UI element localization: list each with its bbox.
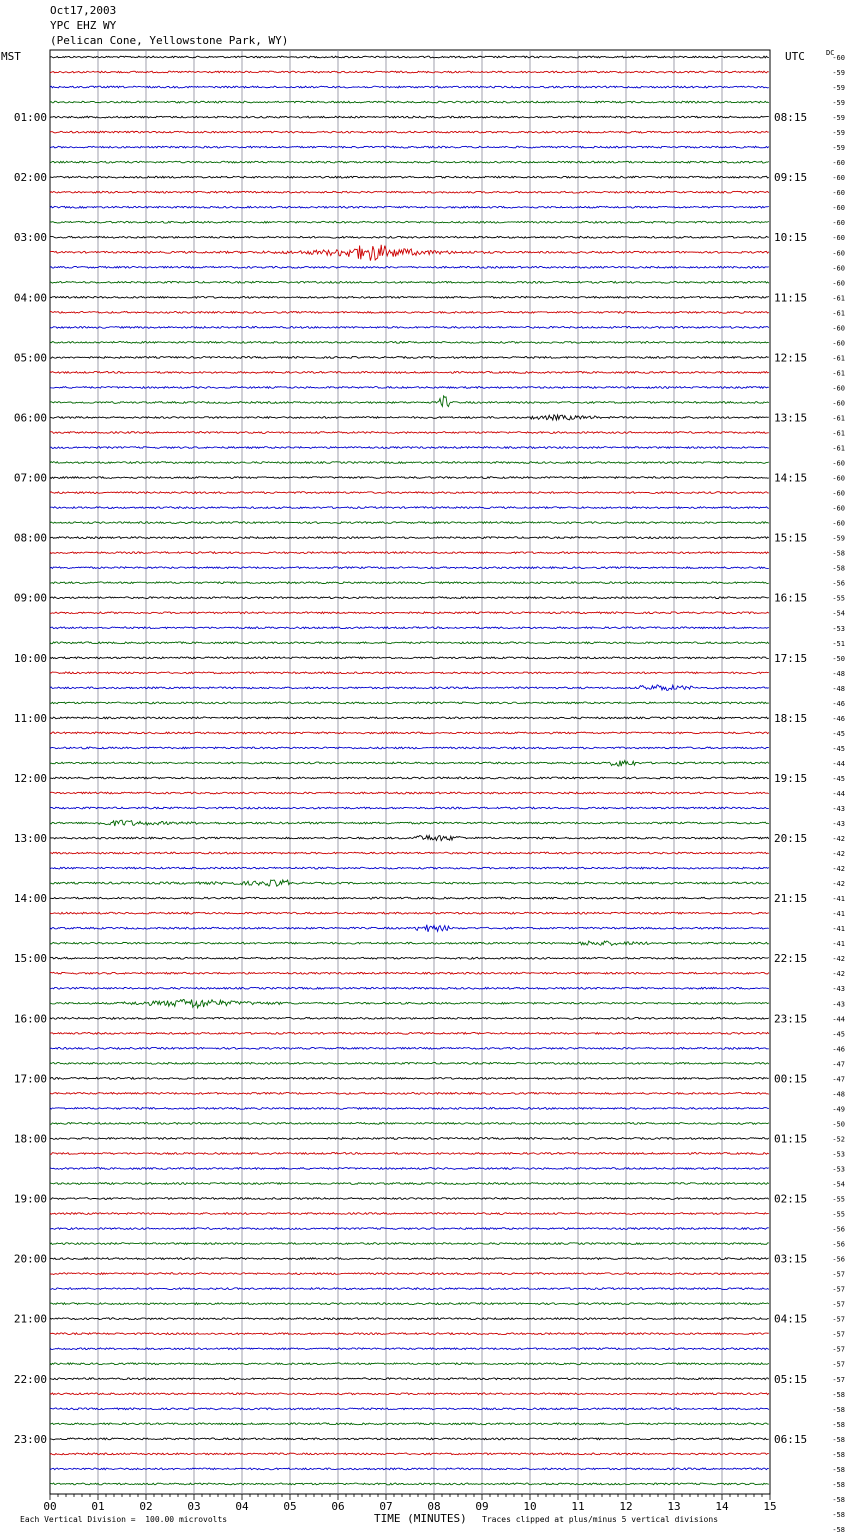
left-hour-label: 22:00 — [13, 1372, 47, 1386]
dc-offset-label: -58 — [832, 1420, 845, 1429]
right-hour-label: 05:15 — [774, 1372, 808, 1386]
left-hour-label: 02:00 — [13, 171, 47, 185]
dc-offset-label: -61 — [832, 429, 845, 438]
dc-offset-label: -57 — [832, 1285, 845, 1294]
dc-offset-label: -60 — [832, 519, 845, 528]
left-hour-label: 18:00 — [13, 1132, 47, 1146]
dc-offset-label: -49 — [832, 1105, 845, 1114]
dc-offset-label: -56 — [832, 1240, 845, 1249]
dc-offset-label: -44 — [832, 789, 845, 798]
trace-line — [50, 387, 769, 389]
trace-line — [50, 1348, 769, 1350]
right-hour-label: 16:15 — [774, 591, 808, 605]
trace-line — [50, 415, 769, 420]
left-hour-label: 23:00 — [13, 1432, 47, 1446]
dc-offset-label: -60 — [832, 204, 845, 213]
x-tick-label: 08 — [427, 1500, 441, 1513]
trace-line — [50, 1258, 769, 1260]
right-hour-label: 14:15 — [774, 471, 808, 485]
dc-offset-label: -54 — [832, 1180, 845, 1189]
dc-offset-label: -45 — [832, 1030, 845, 1039]
dc-offset-label: -58 — [832, 1480, 845, 1489]
trace-line — [50, 176, 769, 178]
trace-line — [50, 1108, 769, 1110]
trace-line — [50, 236, 769, 238]
trace-line — [50, 447, 769, 449]
right-hour-label: 06:15 — [774, 1432, 808, 1446]
dc-offset-label: -58 — [832, 1390, 845, 1399]
trace-line — [50, 131, 769, 133]
left-hour-label: 06:00 — [13, 411, 47, 425]
right-hour-label: 20:15 — [774, 832, 808, 846]
dc-offset-label: -44 — [832, 759, 845, 768]
trace-line — [50, 1303, 769, 1305]
trace-line — [50, 777, 769, 779]
station-code: YPC EHZ WY — [50, 19, 117, 32]
dc-offset-label: -58 — [832, 1405, 845, 1414]
trace-line — [50, 672, 769, 674]
dc-offset-label: -50 — [832, 1120, 845, 1129]
trace-line — [50, 1438, 769, 1440]
dc-offset-label: -57 — [832, 1345, 845, 1354]
dc-offset-label: -59 — [832, 534, 845, 543]
trace-line — [50, 116, 769, 118]
left-hour-label: 20:00 — [13, 1252, 47, 1266]
dc-offset-label: -60 — [832, 189, 845, 198]
right-hour-label: 04:15 — [774, 1312, 808, 1326]
dc-offset-label: -60 — [832, 504, 845, 513]
trace-line — [50, 1363, 769, 1365]
trace-line — [50, 56, 769, 58]
x-tick-label: 15 — [763, 1500, 777, 1513]
left-hour-label: 08:00 — [13, 531, 47, 545]
dc-offset-label: -48 — [832, 1090, 845, 1099]
dc-offset-label: -55 — [832, 1195, 845, 1204]
dc-offset-label: -47 — [832, 1075, 845, 1084]
x-tick-label: 14 — [715, 1500, 729, 1513]
dc-offset-label: -57 — [832, 1360, 845, 1369]
trace-line — [50, 311, 769, 313]
dc-offset-label: -58 — [832, 1465, 845, 1474]
dc-offset-label: -55 — [832, 594, 845, 603]
dc-offset-label: -61 — [832, 369, 845, 378]
dc-offset-label: -46 — [832, 714, 845, 723]
dc-offset-label: -48 — [832, 669, 845, 678]
dc-offset-label: -59 — [832, 99, 845, 108]
dc-offset-label: -43 — [832, 820, 845, 829]
right-hour-label: 09:15 — [774, 171, 808, 185]
dc-offset-label: -45 — [832, 729, 845, 738]
trace-line — [50, 912, 769, 914]
trace-line — [50, 567, 769, 569]
dc-offset-label: -61 — [832, 414, 845, 423]
trace-line — [50, 582, 769, 584]
x-tick-label: 04 — [235, 1500, 249, 1513]
dc-offset-label: -42 — [832, 865, 845, 874]
dc-offset-label: -60 — [832, 159, 845, 168]
trace-line — [50, 86, 769, 88]
x-tick-label: 03 — [187, 1500, 201, 1513]
dc-offset-label: -47 — [832, 1060, 845, 1069]
trace-line — [50, 642, 769, 644]
dc-offset-label: -60 — [832, 54, 845, 62]
dc-offset-label: -56 — [832, 579, 845, 588]
left-hour-label: 01:00 — [13, 111, 47, 125]
dc-offset-label: -50 — [832, 654, 845, 663]
x-tick-label: 11 — [571, 1500, 585, 1513]
right-hour-label: 00:15 — [774, 1072, 808, 1086]
dc-label: DC — [826, 49, 835, 57]
trace-line — [50, 1483, 769, 1485]
dc-offset-label: -58 — [832, 1510, 845, 1519]
trace-line — [50, 522, 769, 524]
dc-offset-label: -43 — [832, 805, 845, 813]
trace-line — [50, 341, 769, 343]
trace-line — [50, 732, 769, 734]
dc-offset-label: -42 — [832, 955, 845, 964]
x-tick-label: 00 — [43, 1500, 57, 1513]
right-hour-label: 01:15 — [774, 1132, 808, 1146]
dc-offset-label: -41 — [832, 895, 845, 904]
trace-line — [50, 1062, 769, 1064]
dc-offset-label: -55 — [832, 1210, 845, 1219]
right-hour-label: 12:15 — [774, 351, 808, 365]
dc-offset-label: -42 — [832, 970, 845, 979]
left-hour-label: 17:00 — [13, 1072, 47, 1086]
trace-line — [50, 1017, 769, 1019]
dc-offset-label: -45 — [832, 774, 845, 783]
right-hour-label: 03:15 — [774, 1252, 808, 1266]
dc-offset-label: -58 — [832, 1495, 845, 1504]
trace-line — [50, 717, 769, 719]
trace-line — [50, 836, 769, 841]
trace-line — [50, 925, 769, 932]
dc-offset-label: -59 — [832, 129, 845, 138]
trace-line — [50, 432, 769, 434]
trace-line — [50, 537, 769, 539]
x-tick-label: 01 — [91, 1500, 105, 1513]
trace-line — [50, 627, 769, 629]
dc-offset-label: -61 — [832, 354, 845, 363]
dc-offset-label: -51 — [832, 639, 845, 648]
trace-line — [50, 507, 769, 509]
right-hour-label: 21:15 — [774, 892, 808, 906]
dc-offset-label: -57 — [832, 1300, 845, 1309]
right-hour-label: 13:15 — [774, 411, 808, 425]
dc-offset-label: -57 — [832, 1375, 845, 1384]
trace-line — [50, 1408, 769, 1410]
trace-line — [50, 552, 769, 554]
trace-line — [50, 1123, 769, 1125]
left-hour-label: 07:00 — [13, 471, 47, 485]
left-hour-label: 10:00 — [13, 651, 47, 665]
dc-offset-label: -61 — [832, 444, 845, 453]
trace-line — [50, 1032, 769, 1034]
trace-line — [50, 807, 769, 809]
trace-line — [50, 761, 769, 767]
dc-offset-label: -46 — [832, 699, 845, 708]
dc-offset-label: -60 — [832, 174, 845, 183]
right-hour-label: 02:15 — [774, 1192, 808, 1206]
trace-line — [50, 1198, 769, 1200]
x-axis-label: TIME (MINUTES) — [374, 1512, 467, 1525]
trace-line — [50, 657, 769, 659]
dc-offset-label: -41 — [832, 940, 845, 949]
trace-line — [50, 957, 769, 959]
trace-line — [50, 206, 769, 208]
trace-line — [50, 326, 769, 328]
dc-offset-label: -60 — [832, 339, 845, 348]
left-hour-label: 13:00 — [13, 832, 47, 846]
dc-offset-label: -59 — [832, 144, 845, 153]
dc-offset-label: -53 — [832, 1150, 845, 1159]
trace-line — [50, 880, 769, 886]
dc-offset-label: -60 — [832, 384, 845, 393]
trace-line — [50, 987, 769, 989]
dc-offset-label: -60 — [832, 279, 845, 288]
trace-line — [50, 1228, 769, 1230]
trace-line — [50, 1393, 769, 1395]
vertical-scale-note: Each Vertical Division = 100.00 microvolts — [20, 1515, 228, 1524]
dc-offset-label: -58 — [832, 1450, 845, 1459]
dc-offset-label: -53 — [832, 1165, 845, 1174]
trace-line — [50, 1153, 769, 1155]
trace-line — [50, 1423, 769, 1425]
trace-line — [50, 1138, 769, 1140]
dc-offset-label: -60 — [832, 249, 845, 258]
left-hour-label: 19:00 — [13, 1192, 47, 1206]
x-tick-label: 07 — [379, 1500, 393, 1513]
dc-offset-label: -61 — [832, 294, 845, 303]
x-tick-label: 02 — [139, 1500, 153, 1513]
dc-offset-label: -58 — [832, 1435, 845, 1444]
trace-line — [50, 999, 769, 1007]
dc-offset-label: -60 — [832, 489, 845, 498]
trace-line — [50, 462, 769, 464]
x-tick-label: 06 — [331, 1500, 345, 1513]
dc-offset-label: -44 — [832, 1015, 845, 1024]
dc-offset-label: -59 — [832, 84, 845, 93]
left-hour-label: 09:00 — [13, 591, 47, 605]
trace-line — [50, 101, 769, 103]
station-location: (Pelican Cone, Yellowstone Park, WY) — [50, 34, 289, 47]
left-hour-label: 14:00 — [13, 892, 47, 906]
x-tick-label: 12 — [619, 1500, 633, 1513]
dc-offset-label: -56 — [832, 1255, 845, 1264]
dc-offset-label: -42 — [832, 880, 845, 889]
trace-line — [50, 492, 769, 494]
dc-offset-label: -60 — [832, 324, 845, 333]
trace-line — [50, 357, 769, 359]
dc-offset-label: -60 — [832, 399, 845, 408]
x-tick-label: 09 — [475, 1500, 489, 1513]
trace-line — [50, 477, 769, 479]
trace-line — [50, 972, 769, 974]
right-hour-label: 22:15 — [774, 952, 808, 966]
dc-offset-label: -60 — [832, 264, 845, 273]
right-hour-label: 18:15 — [774, 711, 808, 725]
left-hour-label: 05:00 — [13, 351, 47, 365]
trace-line — [50, 1378, 769, 1380]
trace-line — [50, 266, 769, 268]
left-hour-label: 04:00 — [13, 291, 47, 305]
left-timezone-label: MST — [1, 50, 21, 63]
dc-offset-label: -43 — [832, 985, 845, 994]
dc-offset-label: -54 — [832, 609, 845, 618]
trace-line — [50, 747, 769, 749]
trace-line — [50, 1468, 769, 1470]
dc-offset-label: -59 — [832, 69, 845, 78]
dc-offset-label: -41 — [832, 910, 845, 919]
dc-offset-label: -45 — [832, 744, 845, 753]
right-hour-label: 08:15 — [774, 111, 808, 125]
dc-offset-label: -52 — [832, 1135, 845, 1144]
trace-line — [50, 852, 769, 854]
dc-offset-label: -60 — [832, 219, 845, 228]
dc-offset-label: -48 — [832, 684, 845, 693]
dc-offset-label: -46 — [832, 1045, 845, 1054]
dc-offset-label: -57 — [832, 1315, 845, 1324]
right-hour-label: 23:15 — [774, 1012, 808, 1026]
trace-line — [50, 1288, 769, 1290]
clipping-note: Traces clipped at plus/minus 5 vertical divisions — [482, 1515, 719, 1524]
right-timezone-label: UTC — [785, 50, 805, 63]
dc-offset-label: -58 — [832, 564, 845, 573]
dc-offset-label: -56 — [832, 1225, 845, 1234]
dc-offset-label: -43 — [832, 1000, 845, 1009]
trace-line — [50, 161, 769, 163]
right-hour-label: 19:15 — [774, 771, 808, 785]
left-hour-label: 12:00 — [13, 771, 47, 785]
dc-offset-label: -58 — [832, 549, 845, 558]
x-tick-label: 10 — [523, 1500, 537, 1513]
trace-line — [50, 281, 769, 283]
right-hour-label: 15:15 — [774, 531, 808, 545]
left-hour-label: 03:00 — [13, 231, 47, 245]
right-hour-label: 17:15 — [774, 651, 808, 665]
dc-offset-label: -57 — [832, 1270, 845, 1279]
left-hour-label: 16:00 — [13, 1012, 47, 1026]
trace-line — [50, 597, 769, 599]
dc-offset-label: -61 — [832, 309, 845, 318]
trace-line — [50, 296, 769, 298]
trace-line — [50, 1213, 769, 1215]
dc-offset-label: -59 — [832, 114, 845, 123]
dc-offset-label: -58 — [832, 1525, 845, 1534]
trace-line — [50, 1047, 769, 1049]
trace-line — [50, 1333, 769, 1335]
trace-line — [50, 1077, 769, 1079]
trace-line — [50, 685, 769, 691]
dc-offset-label: -60 — [832, 474, 845, 483]
trace-line — [50, 702, 769, 704]
trace-line — [50, 1318, 769, 1320]
trace-line — [50, 941, 769, 945]
trace-line — [50, 820, 769, 826]
trace-line — [50, 867, 769, 869]
dc-offset-label: -60 — [832, 459, 845, 468]
dc-offset-label: -60 — [832, 234, 845, 243]
x-tick-label: 05 — [283, 1500, 297, 1513]
dc-offset-label: -41 — [832, 925, 845, 934]
dc-offset-label: -57 — [832, 1330, 845, 1339]
trace-line — [50, 245, 769, 261]
trace-line — [50, 792, 769, 794]
dc-offset-label: -42 — [832, 835, 845, 844]
trace-line — [50, 1168, 769, 1170]
trace-line — [50, 372, 769, 374]
dc-offset-label: -42 — [832, 850, 845, 859]
right-hour-label: 10:15 — [774, 231, 808, 245]
trace-line — [50, 221, 769, 223]
trace-line — [50, 1453, 769, 1455]
dc-offset-label: -53 — [832, 624, 845, 633]
trace-line — [50, 396, 769, 407]
trace-line — [50, 71, 769, 73]
trace-line — [50, 1273, 769, 1275]
left-hour-label: 21:00 — [13, 1312, 47, 1326]
trace-line — [50, 1243, 769, 1245]
trace-line — [50, 191, 769, 193]
trace-line — [50, 1183, 769, 1185]
right-hour-label: 11:15 — [774, 291, 808, 305]
plot-date: Oct17,2003 — [50, 4, 117, 17]
trace-line — [50, 612, 769, 614]
trace-line — [50, 146, 769, 148]
left-hour-label: 15:00 — [13, 952, 47, 966]
x-tick-label: 13 — [667, 1500, 681, 1513]
trace-line — [50, 1092, 769, 1094]
trace-line — [50, 897, 769, 899]
left-hour-label: 11:00 — [13, 711, 47, 725]
